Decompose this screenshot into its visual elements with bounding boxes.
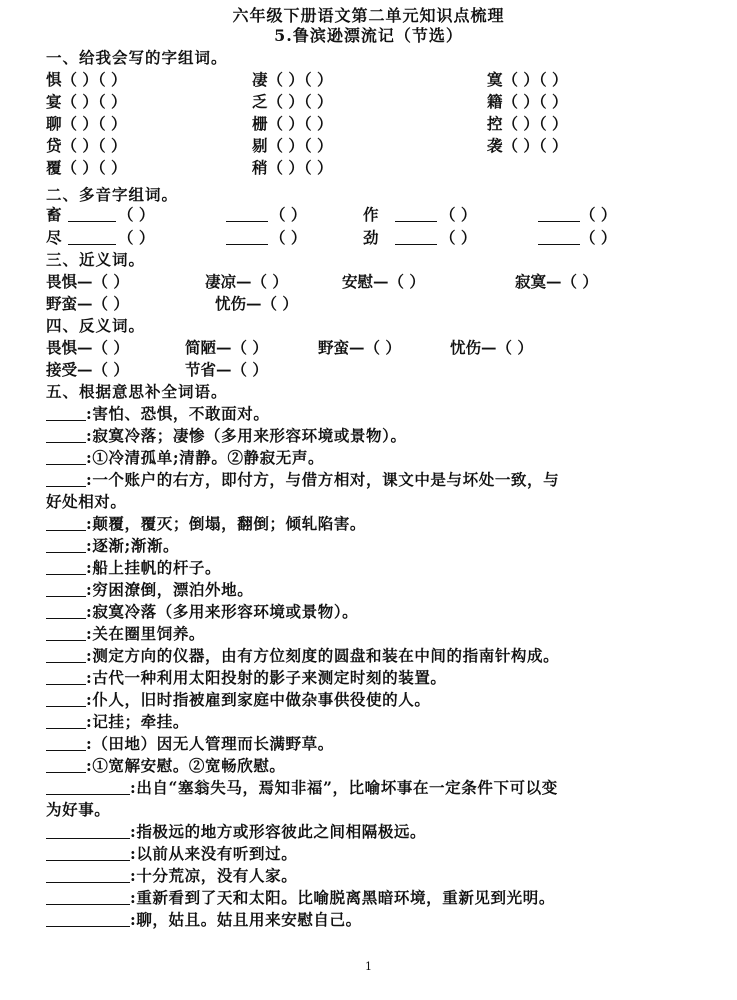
definition-text: :害怕、恐惧，不敢面对。	[86, 404, 270, 423]
definition-text: :（田地）因无人管理而长满野草。	[86, 734, 334, 753]
definition-text: :船上挂帆的杆子。	[86, 558, 222, 577]
word-blank-item: 惧（ ）（ ）	[46, 70, 127, 89]
definition-text: :以前从来没有听到过。	[130, 844, 298, 863]
section-3-heading: 三、近义词。	[46, 250, 146, 269]
synonym-item: 畏惧—（ ）	[46, 272, 129, 291]
answer-blank	[46, 558, 86, 575]
answer-blank	[46, 624, 86, 641]
word-blank-item: 凄（ ）（ ）	[252, 70, 333, 89]
definition-item	[46, 558, 221, 578]
synonym-item: 寂寞—（ ）	[515, 272, 598, 291]
antonym-item: 简陋—（ ）	[185, 338, 268, 357]
answer-parenthesis: （ ）	[440, 228, 477, 247]
polyphone-char: 畜	[46, 205, 62, 224]
answer-parenthesis: （ ）	[118, 205, 155, 224]
answer-underline	[538, 205, 580, 225]
section-2-heading: 二、多音字组词。	[46, 185, 179, 204]
page-number: 1	[365, 960, 372, 973]
word-blank-item: 稍（ ）（ ）	[252, 158, 333, 177]
answer-blank	[46, 712, 86, 729]
definition-text: :仆人，旧时指被雇到家庭中做杂事供役使的人。	[86, 690, 431, 709]
definition-item	[46, 822, 426, 842]
section-5-heading: 五、根据意思补全词语。	[46, 382, 228, 401]
answer-parenthesis: （ ）	[270, 205, 307, 224]
word-blank-item: 剔（ ）（ ）	[252, 136, 333, 155]
definition-item	[46, 866, 297, 886]
answer-blank	[46, 778, 130, 795]
definition-text: :①冷清孤单;清静。②静寂无声。	[86, 448, 325, 467]
answer-underline	[226, 205, 268, 225]
polyphone-char: 劲	[363, 228, 379, 247]
answer-blank	[46, 448, 86, 465]
definition-item	[46, 756, 286, 776]
antonym-item: 忧伤—（ ）	[450, 338, 533, 357]
answer-blank	[46, 844, 130, 861]
answer-blank	[46, 888, 130, 905]
section-4-heading: 四、反义词。	[46, 316, 146, 335]
definition-continuation: 为好事。	[46, 800, 111, 819]
answer-underline	[226, 228, 268, 248]
answer-underline	[538, 228, 580, 248]
definition-text: :寂寞冷落；凄惨（多用来形容环境或景物）。	[86, 426, 407, 445]
antonym-item: 接受—（ ）	[46, 360, 129, 379]
answer-blank	[46, 756, 86, 773]
definition-text: :①宽解安慰。②宽畅欣慰。	[86, 756, 286, 775]
definition-text: :寂寞冷落（多用来形容环境或景物）。	[86, 602, 359, 621]
synonym-item: 凄凉—（ ）	[205, 272, 288, 291]
answer-parenthesis: （ ）	[118, 228, 155, 247]
answer-underline	[68, 228, 116, 248]
definition-text: :测定方向的仪器，由有方位刻度的圆盘和装在中间的指南针构成。	[86, 646, 560, 665]
document-title: 六年级下册语文第二单元知识点梳理	[232, 6, 505, 25]
answer-underline	[68, 205, 116, 225]
word-blank-item: 乏（ ）（ ）	[252, 92, 333, 111]
synonym-item: 忧伤—（ ）	[215, 294, 298, 313]
answer-blank	[46, 426, 86, 443]
answer-parenthesis: （ ）	[270, 228, 307, 247]
word-blank-item: 袭（ ）（ ）	[487, 136, 568, 155]
definition-continuation: 好处相对。	[46, 492, 127, 511]
word-blank-item: 宴（ ）（ ）	[46, 92, 127, 111]
definition-text: :逐渐;渐渐。	[86, 536, 180, 555]
definition-item	[46, 844, 297, 864]
definition-item	[46, 888, 555, 908]
answer-blank	[46, 646, 86, 663]
word-blank-item: 贷（ ）（ ）	[46, 136, 127, 155]
definition-item	[46, 514, 366, 534]
definition-item	[46, 580, 253, 600]
answer-blank	[46, 822, 130, 839]
definition-text: :指极远的地方或形容彼此之间相隔极远。	[130, 822, 427, 841]
answer-blank	[46, 734, 86, 751]
polyphone-char: 作	[363, 205, 379, 224]
word-blank-item: 籍（ ）（ ）	[487, 92, 568, 111]
answer-blank	[46, 602, 86, 619]
definition-item	[46, 778, 558, 798]
definition-text: :记挂；牵挂。	[86, 712, 189, 731]
definition-item	[46, 536, 179, 556]
answer-blank	[46, 580, 86, 597]
answer-blank	[46, 470, 86, 487]
definition-item	[46, 712, 189, 732]
definition-text: :一个账户的右方，即付方，与借方相对，课文中是与坏处一致，与	[86, 470, 560, 489]
word-blank-item: 控（ ）（ ）	[487, 114, 568, 133]
section-1-heading: 一、给我会写的字组词。	[46, 48, 228, 67]
definition-item	[46, 646, 559, 666]
lesson-subtitle: 5.鲁滨逊漂流记（节选）	[274, 26, 463, 45]
definition-text: :十分荒凉，没有人家。	[130, 866, 298, 885]
synonym-item: 野蛮—（ ）	[46, 294, 129, 313]
answer-blank	[46, 668, 86, 685]
answer-blank	[46, 536, 86, 553]
answer-blank	[46, 404, 86, 421]
synonym-item: 安慰—（ ）	[342, 272, 425, 291]
word-blank-item: 覆（ ）（ ）	[46, 158, 127, 177]
antonym-item: 畏惧—（ ）	[46, 338, 129, 357]
answer-parenthesis: （ ）	[580, 228, 617, 247]
answer-blank	[46, 514, 86, 531]
word-blank-item: 寞（ ）（ ）	[487, 70, 568, 89]
word-blank-item: 栅（ ）（ ）	[252, 114, 333, 133]
answer-blank	[46, 690, 86, 707]
answer-parenthesis: （ ）	[580, 205, 617, 224]
definition-item	[46, 448, 324, 468]
word-blank-item: 聊（ ）（ ）	[46, 114, 127, 133]
answer-blank	[46, 866, 130, 883]
definition-text: :古代一种利用太阳投射的影子来测定时刻的装置。	[86, 668, 447, 687]
definition-item	[46, 624, 205, 644]
answer-parenthesis: （ ）	[440, 205, 477, 224]
definition-text: :聊，姑且。姑且用来安慰自己。	[130, 910, 362, 929]
definition-text: :颠覆，覆灭；倒塌，翻倒；倾轧陷害。	[86, 514, 367, 533]
definition-text: :穷困潦倒，漂泊外地。	[86, 580, 254, 599]
definition-item	[46, 734, 334, 754]
polyphone-char: 尽	[46, 228, 62, 247]
definition-text: :出自“塞翁失马，焉知非福”，比喻坏事在一定条件下可以变	[130, 778, 558, 797]
antonym-item: 节省—（ ）	[185, 360, 268, 379]
answer-underline	[395, 205, 437, 225]
definition-item	[46, 668, 447, 688]
antonym-item: 野蛮—（ ）	[318, 338, 401, 357]
answer-underline	[395, 228, 437, 248]
definition-item	[46, 426, 407, 446]
definition-item	[46, 910, 362, 930]
definition-item	[46, 470, 559, 490]
definition-text: :关在圈里饲养。	[86, 624, 206, 643]
answer-blank	[46, 910, 130, 927]
definition-text: :重新看到了天和太阳。比喻脱离黑暗环境，重新见到光明。	[130, 888, 555, 907]
definition-item	[46, 602, 358, 622]
definition-item	[46, 404, 269, 424]
definition-item	[46, 690, 430, 710]
